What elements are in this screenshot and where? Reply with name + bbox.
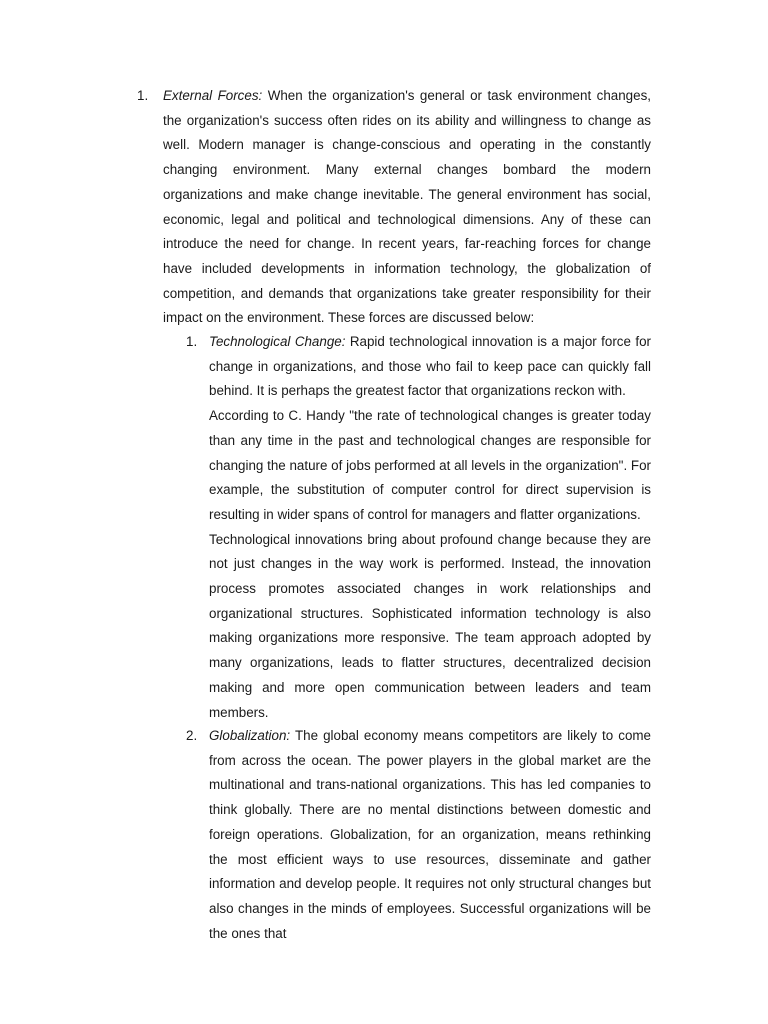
sublist-number: 1. <box>186 334 198 349</box>
item-body: When the organization's general or task environment changes, the organization's success often rides on its ability and willingness to change as well. Modern manager is change-conscious and operating in the constantly changing environment. Many external changes bombard the modern organizations and make change inevitable. The general environment has social, economic, legal and political and technological dimensions. Any of these can introduce the need for change. In recent years, far-reaching forces for change have included developments in information technology, the globalization of competition, and demands that organizations take greater responsibility for their impact on the environment. These forces are discussed below: <box>163 88 651 326</box>
subitem-heading: Globalization: <box>209 728 291 743</box>
subitem-body: Rapid technological innovation is a major force for change in organizations, and those who fail to keep pace can quickly fall behind. It is perhaps the greatest factor that organizations reckon with. <box>209 334 651 399</box>
subitem-heading: Technological Change: <box>209 334 346 349</box>
list-item-external-forces <box>137 84 651 331</box>
sublist-item-globalization <box>186 724 651 946</box>
sublist-number: 2. <box>186 728 198 743</box>
subitem-body: The global economy means competitors are likely to come from across the ocean. The power players in the global market are the multinational and trans-national organizations. This has led companies to think globally. There are no mental distinctions between domestic and foreign operations. Globalization, for an organization, means rethinking the most efficient ways to use resources, disseminate and gather information and develop people. It requires not only structural changes but also changes in the minds of employees. Successful organizations will be the ones that <box>209 728 651 941</box>
sublist-item-text <box>209 330 651 404</box>
sublist-item-technological-change <box>186 330 651 725</box>
sublist-item-text <box>209 724 651 946</box>
subitem-paragraph-2: According to C. Handy "the rate of technological changes is greater today than any time in the past and technological changes are responsible for changing the nature of jobs performed at all levels in the organization". For example, the substitution of computer control for direct supervision is resulting in wider spans of control for managers and flatter organizations. <box>209 408 651 522</box>
list-number: 1. <box>137 88 149 103</box>
list-item-text <box>163 84 651 331</box>
item-heading: External Forces: <box>163 88 263 103</box>
subitem-paragraph-3: Technological innovations bring about profound change because they are not just changes in the way work is performed. Instead, the innovation process promotes associated changes in work relationships and organizational structures. Sophisticated information technology is also making organizations more responsive. The team approach adopted by many organizations, leads to flatter structures, decentralized decision making and more open communication between leaders and team members. <box>209 531 651 720</box>
